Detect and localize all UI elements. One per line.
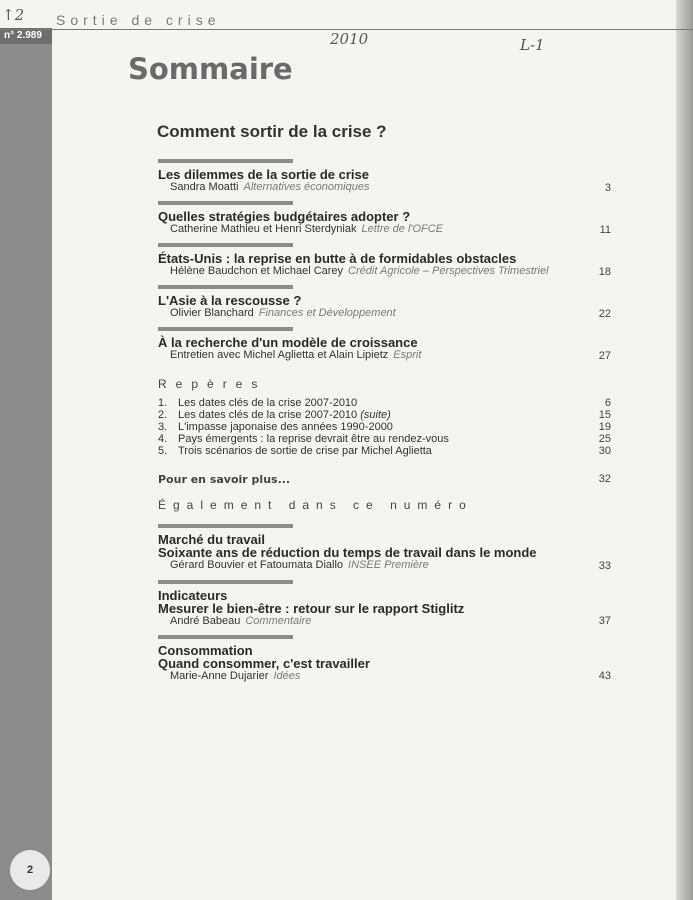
article-source: Esprit	[393, 349, 422, 361]
sidebar-strip	[0, 28, 52, 900]
rubric-label: Indicateurs	[158, 588, 228, 603]
handwritten-mark: L-1	[520, 36, 545, 54]
reperes-item[interactable]	[158, 409, 391, 421]
section-bar	[158, 327, 293, 331]
reperes-text: Les dates clés de la crise 2007-2010	[178, 409, 358, 421]
page-title: Sommaire	[128, 52, 293, 86]
dossier-title: Comment sortir de la crise ?	[157, 122, 387, 141]
reperes-item[interactable]	[158, 433, 449, 445]
reperes-page: 30	[598, 445, 611, 457]
article-title[interactable]: À la recherche d'un modèle de croissance	[158, 335, 418, 350]
reperes-item[interactable]	[158, 445, 432, 457]
further-reading-link[interactable]: Pour en savoir plus...	[158, 473, 291, 486]
reperes-num: 2.	[158, 409, 168, 421]
reperes-text: L'impasse japonaise des années 1990-2000	[178, 421, 393, 433]
article-page: 27	[598, 350, 611, 362]
article-authors: Olivier Blanchard	[170, 307, 254, 319]
article-authors: André Babeau	[170, 615, 241, 627]
article-page: 33	[598, 560, 611, 572]
article-source: Alternatives économiques	[243, 181, 370, 193]
section-bar	[158, 285, 293, 289]
article-authors: Entretien avec Michel Aglietta et Alain Lipietz	[170, 349, 389, 361]
article-title[interactable]: Mesurer le bien-être : retour sur le rapport Stiglitz	[158, 601, 465, 616]
article-title[interactable]: L'Asie à la rescousse ?	[158, 293, 302, 308]
article-title[interactable]: États-Unis : la reprise en butte à de formidables obstacles	[158, 251, 517, 266]
article-authors: Hélène Baudchon et Michael Carey	[170, 265, 344, 277]
reperes-page: 19	[598, 421, 611, 433]
page-edge-shadow	[676, 0, 693, 900]
reperes-page: 15	[598, 409, 611, 421]
article-byline	[170, 670, 300, 682]
article-title[interactable]: Quand consommer, c'est travailler	[158, 656, 370, 671]
reperes-page: 6	[604, 397, 611, 409]
article-byline	[170, 349, 421, 361]
article-source: INSEE Première	[348, 559, 429, 571]
article-page: 43	[598, 670, 611, 682]
article-byline	[170, 265, 549, 277]
reperes-num: 3.	[158, 421, 168, 433]
reperes-page: 25	[598, 433, 611, 445]
article-byline	[170, 307, 396, 319]
article-authors: Marie-Anne Dujarier	[170, 670, 269, 682]
article-source: Crédit Agricole – Perspectives Trimestriel	[348, 265, 549, 277]
article-authors: Sandra Moatti	[170, 181, 239, 193]
handwritten-year: 2010	[330, 30, 369, 48]
reperes-num: 5.	[158, 445, 168, 457]
article-title[interactable]: Quelles stratégies budgétaires adopter ?	[158, 209, 411, 224]
rubric-label: Marché du travail	[158, 532, 265, 547]
reperes-text: Pays émergents : la reprise devrait être au rendez-vous	[178, 433, 449, 445]
also-heading: Également dans ce numéro	[158, 498, 473, 512]
article-page: 11	[599, 224, 611, 236]
article-source: Finances et Développement	[258, 307, 396, 319]
article-byline	[170, 559, 429, 571]
reperes-num: 4.	[158, 433, 168, 445]
article-page: 22	[598, 308, 611, 320]
article-source: Idées	[273, 670, 301, 682]
reperes-text: Les dates clés de la crise 2007-2010	[178, 397, 358, 409]
article-source: Commentaire	[245, 615, 312, 627]
reperes-item[interactable]	[158, 397, 357, 409]
article-title[interactable]: Soixante ans de réduction du temps de travail dans le monde	[158, 545, 537, 560]
article-byline	[170, 615, 311, 627]
article-byline	[170, 181, 369, 193]
article-page: 18	[598, 266, 611, 278]
page-number: 2	[10, 850, 50, 890]
reperes-suffix: (suite)	[360, 409, 391, 421]
article-page: 37	[598, 615, 611, 627]
reperes-text: Trois scénarios de sortie de crise par Michel Aglietta	[178, 445, 432, 457]
article-authors: Catherine Mathieu et Henri Sterdyniak	[170, 223, 357, 235]
issue-number: n° 2.989	[4, 30, 42, 41]
article-title[interactable]: Les dilemmes de la sortie de crise	[158, 167, 369, 182]
rubric-label: Consommation	[158, 643, 253, 658]
reperes-heading: Repères	[158, 377, 267, 391]
section-bar	[158, 580, 293, 584]
article-byline	[170, 223, 443, 235]
further-reading-page: 32	[598, 473, 611, 485]
article-source: Lettre de l'OFCE	[361, 223, 444, 235]
section-bar	[158, 243, 293, 247]
section-bar	[158, 201, 293, 205]
reperes-num: 1.	[158, 397, 168, 409]
section-bar	[158, 635, 293, 639]
reperes-item[interactable]	[158, 421, 393, 433]
article-authors: Gérard Bouvier et Fatoumata Diallo	[170, 559, 344, 571]
section-bar	[158, 524, 293, 528]
section-bar	[158, 159, 293, 163]
article-page: 3	[604, 182, 611, 194]
running-head: Sortie de crise	[56, 12, 221, 28]
handwritten-note: ↑2	[2, 6, 25, 24]
